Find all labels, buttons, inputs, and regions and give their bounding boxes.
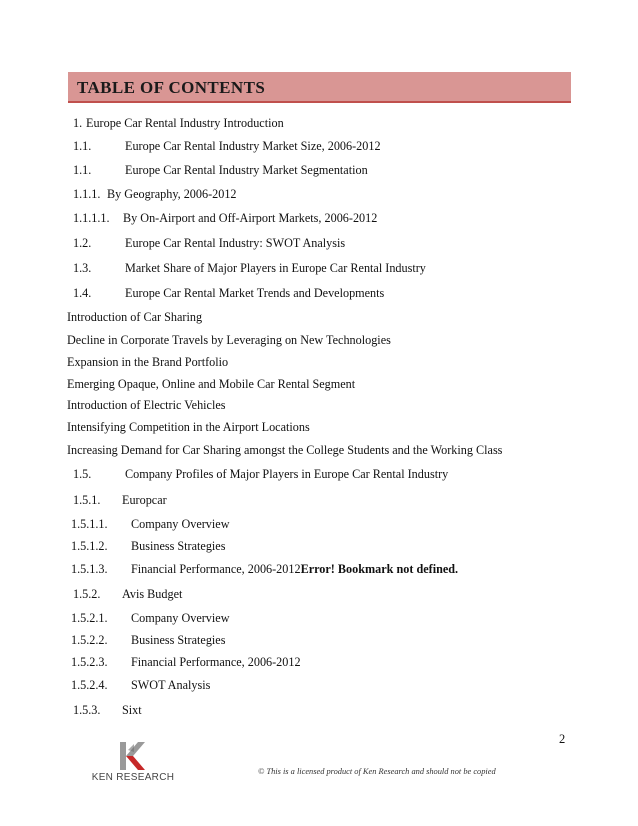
ken-k-mark-icon <box>82 740 184 772</box>
entry-text: Sixt <box>122 703 142 717</box>
entry-text: Introduction of Car Sharing <box>67 310 203 324</box>
entry-number: 1.3. <box>73 261 92 275</box>
entry-text: Introduction of Electric Vehicles <box>67 398 226 412</box>
logo-wordmark: KEN RESEARCH <box>91 772 175 783</box>
toc-header-bar <box>68 72 571 103</box>
entry-text: Company Overview <box>131 517 230 531</box>
copyright-note: © This is a licensed product of Ken Research and should not be copied <box>258 767 496 776</box>
entry-number: 1.1.1.1. <box>73 211 110 225</box>
toc-entry[interactable] <box>67 443 502 457</box>
entry-text-with-error <box>131 562 458 576</box>
entry-text: By Geography, 2006-2012 <box>107 187 237 201</box>
entry-text: Europe Car Rental Industry Market Segmentation <box>125 163 368 177</box>
entry-text: SWOT Analysis <box>131 678 211 692</box>
page-number: 2 <box>559 732 566 746</box>
entry-text: By On-Airport and Off-Airport Markets, 2006-2012 <box>123 211 378 225</box>
entry-text: Business Strategies <box>131 633 226 647</box>
entry-number: 1.2. <box>73 236 92 250</box>
entry-text: Financial Performance, 2006-2012 <box>131 655 301 669</box>
entry-number: 1.5.3. <box>73 703 101 717</box>
toc-entry[interactable] <box>67 333 391 347</box>
entry-number: 1.5.1. <box>73 493 101 507</box>
toc-entry[interactable] <box>67 377 355 391</box>
entry-text: Europcar <box>122 493 167 507</box>
entry-text: Europe Car Rental Industry Introduction <box>86 116 284 130</box>
entry-text: Company Profiles of Major Players in Europe Car Rental Industry <box>125 467 449 481</box>
ken-research-logo <box>82 740 184 786</box>
entry-number: 1.5. <box>73 467 92 481</box>
entry-text: Intensifying Competition in the Airport Locations <box>67 420 310 434</box>
entry-text: Financial Performance, 2006-2012 <box>131 562 301 576</box>
entry-number: 1.5.1.3. <box>71 562 108 576</box>
entry-number: 1.4. <box>73 286 92 300</box>
entry-number: 1. <box>73 116 83 130</box>
entry-text: Expansion in the Brand Portfolio <box>67 355 229 369</box>
entry-text: Market Share of Major Players in Europe Car Rental Industry <box>125 261 426 275</box>
toc-title: TABLE OF CONTENTS <box>77 78 266 97</box>
entry-number: 1.5.2. <box>73 587 101 601</box>
toc-entry[interactable] <box>67 355 228 369</box>
entry-number: 1.5.2.1. <box>71 611 108 625</box>
entry-number: 1.1. <box>73 163 92 177</box>
entry-number: 1.5.1.2. <box>71 539 108 553</box>
entry-text: Company Overview <box>131 611 230 625</box>
entry-number: 1.5.2.3. <box>71 655 108 669</box>
entry-number: 1.5.2.2. <box>71 633 108 647</box>
entry-number: 1.5.2.4. <box>71 678 108 692</box>
toc-entry[interactable] <box>67 398 226 412</box>
entry-text: Europe Car Rental Industry: SWOT Analysis <box>125 236 346 250</box>
bookmark-error: Error! Bookmark not defined. <box>300 562 459 576</box>
entry-text: Decline in Corporate Travels by Leveraging on New Technologies <box>67 333 391 347</box>
entry-text: Europe Car Rental Market Trends and Developments <box>125 286 385 300</box>
entry-number: 1.1.1. <box>73 187 101 201</box>
toc-entry[interactable] <box>67 310 202 324</box>
toc-entry[interactable] <box>67 420 310 434</box>
entry-text: Europe Car Rental Industry Market Size, 2006-2012 <box>125 139 381 153</box>
entry-text: Emerging Opaque, Online and Mobile Car Rental Segment <box>67 377 356 391</box>
entry-text: Increasing Demand for Car Sharing amongst the College Students and the Working Class <box>67 443 503 457</box>
entry-text: Avis Budget <box>122 587 183 601</box>
entry-number: 1.5.1.1. <box>71 517 108 531</box>
entry-number: 1.1. <box>73 139 92 153</box>
entry-text: Business Strategies <box>131 539 226 553</box>
